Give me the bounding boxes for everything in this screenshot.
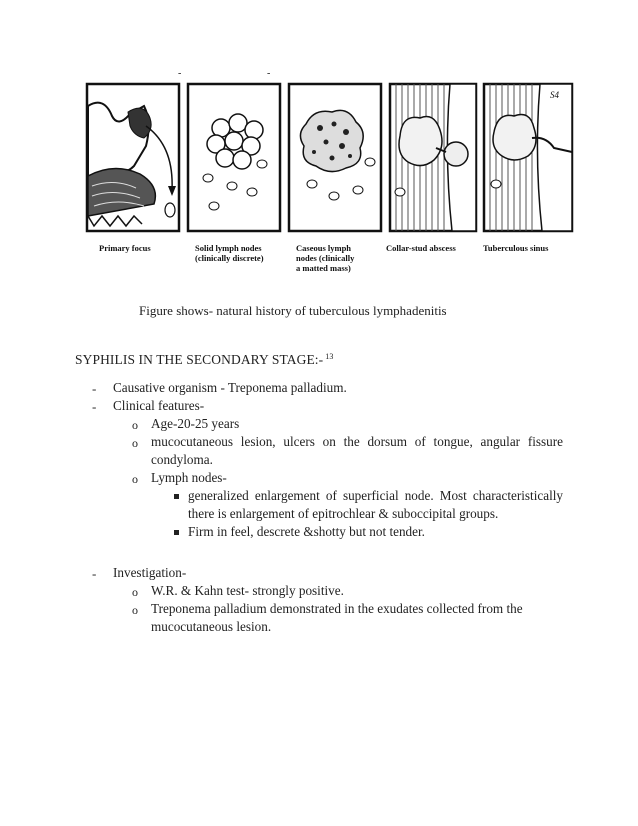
investigation-heading: Investigation- [113,565,187,580]
causative-organism: Causative organism - Treponema palladium. [113,380,347,395]
panel-label: Solid lymph nodes (clinically discrete) [195,243,264,263]
circle-bullet: o [132,436,138,450]
lesion-item: mucocutaneous lesion, ulcers on the dorsum of tongue, angular fissure [151,434,563,449]
wr-kahn-item: W.R. & Kahn test- strongly positive. [151,583,344,598]
section-heading-text: SYPHILIS IN THE SECONDARY STAGE:- [75,352,324,367]
panel-label: Primary focus [99,243,151,253]
tb-lymphadenitis-figure [84,66,574,290]
treponema-item: Treponema palladium demonstrated in the exudates collected from the [151,601,523,616]
lesion-item-cont: condyloma. [151,452,213,467]
panel-tuberculous-sinus [484,84,572,231]
dash-bullet: - [92,381,97,396]
generalized-enlargement-cont: there is enlargement of epitrochlear & suboccipital groups. [188,506,499,521]
panel-solid-lymph-nodes [188,84,280,231]
generalized-enlargement: generalized enlargement of superficial node. Most characteristically [188,488,563,503]
panel-label: Tuberculous sinus [483,243,549,253]
age-item: Age-20-25 years [151,416,240,431]
dash-bullet: - [92,399,97,414]
signature-mark: S4 [550,90,559,100]
reference-number: 13 [325,352,334,361]
top-mark: - [178,68,182,79]
circle-bullet: o [132,418,138,432]
panel-primary-focus [87,84,179,231]
panel-caseous-lymph-nodes [289,84,381,231]
lymph-nodes-item: Lymph nodes- [151,470,227,485]
square-bullet [174,530,179,535]
square-bullet [174,494,179,499]
top-mark: - [267,68,271,79]
circle-bullet: o [132,603,138,617]
circle-bullet: o [132,585,138,599]
panel-label: Collar-stud abscess [386,243,456,253]
figure-caption: Figure shows- natural history of tuberculous lymphadenitis [139,303,447,318]
firm-item: Firm in feel, descrete &shotty but not tender. [188,524,425,539]
dash-bullet: - [92,566,97,581]
panel-label: Caseous lymph nodes (clinically a matted mass) [296,243,355,273]
treponema-item-cont: mucocutaneous lesion. [151,619,272,634]
section-heading [75,352,333,368]
clinical-features-heading: Clinical features- [113,398,205,413]
circle-bullet: o [132,472,138,486]
panel-collar-stud-abscess [390,84,476,231]
